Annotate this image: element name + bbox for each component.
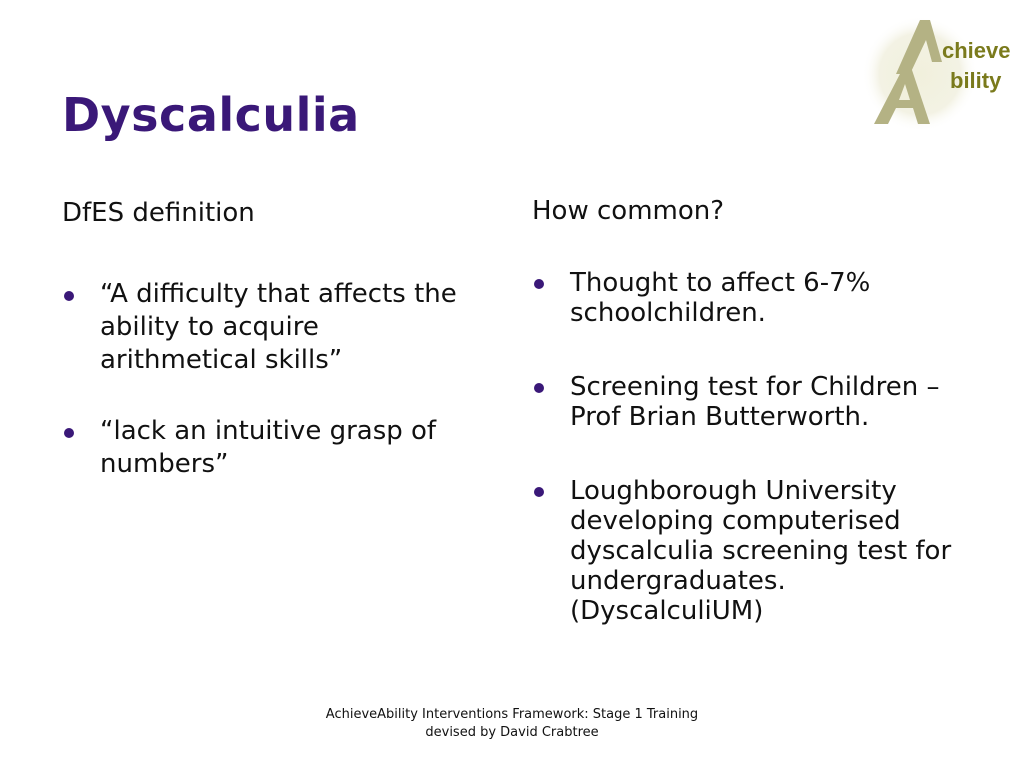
left-bullet-list (62, 278, 482, 481)
left-column (62, 196, 482, 519)
list-item-text: “A difficulty that affects the ability to acquire arithmetical skills” (100, 279, 457, 375)
right-column (532, 194, 972, 670)
slide-footer (0, 706, 1024, 742)
list-item-text: “lack an intuitive grasp of numbers” (100, 416, 437, 479)
slide-title: Dyscalculia (62, 88, 360, 142)
bullet-icon (534, 383, 544, 393)
list-item (62, 415, 482, 481)
bullet-icon (534, 279, 544, 289)
list-item (532, 372, 972, 432)
footer-line-2: devised by David Crabtree (425, 725, 599, 740)
left-heading: DfES definition (62, 198, 255, 228)
bullet-icon (64, 428, 74, 438)
bullet-icon (64, 291, 74, 301)
list-item-text: Thought to affect 6-7% schoolchildren. (570, 268, 871, 328)
footer-line-1: AchieveAbility Interventions Framework: Stage 1 Training (325, 707, 699, 722)
right-bullet-list (532, 268, 972, 626)
logo-graphic (858, 12, 1018, 142)
list-item (62, 278, 482, 377)
list-item-text: Loughborough University developing computerised dyscalculia screening test for undergraduates. (DyscalculiUM) (570, 476, 952, 626)
right-heading: How common? (532, 196, 725, 226)
list-item (532, 476, 972, 626)
logo-text-bility: bility (950, 68, 1002, 93)
logo-text-chieve: chieve (942, 38, 1011, 63)
list-item (532, 268, 972, 328)
bullet-icon (534, 487, 544, 497)
list-item-text: Screening test for Children – Prof Brian Butterworth. (570, 372, 940, 432)
achieveability-logo (858, 12, 1018, 142)
